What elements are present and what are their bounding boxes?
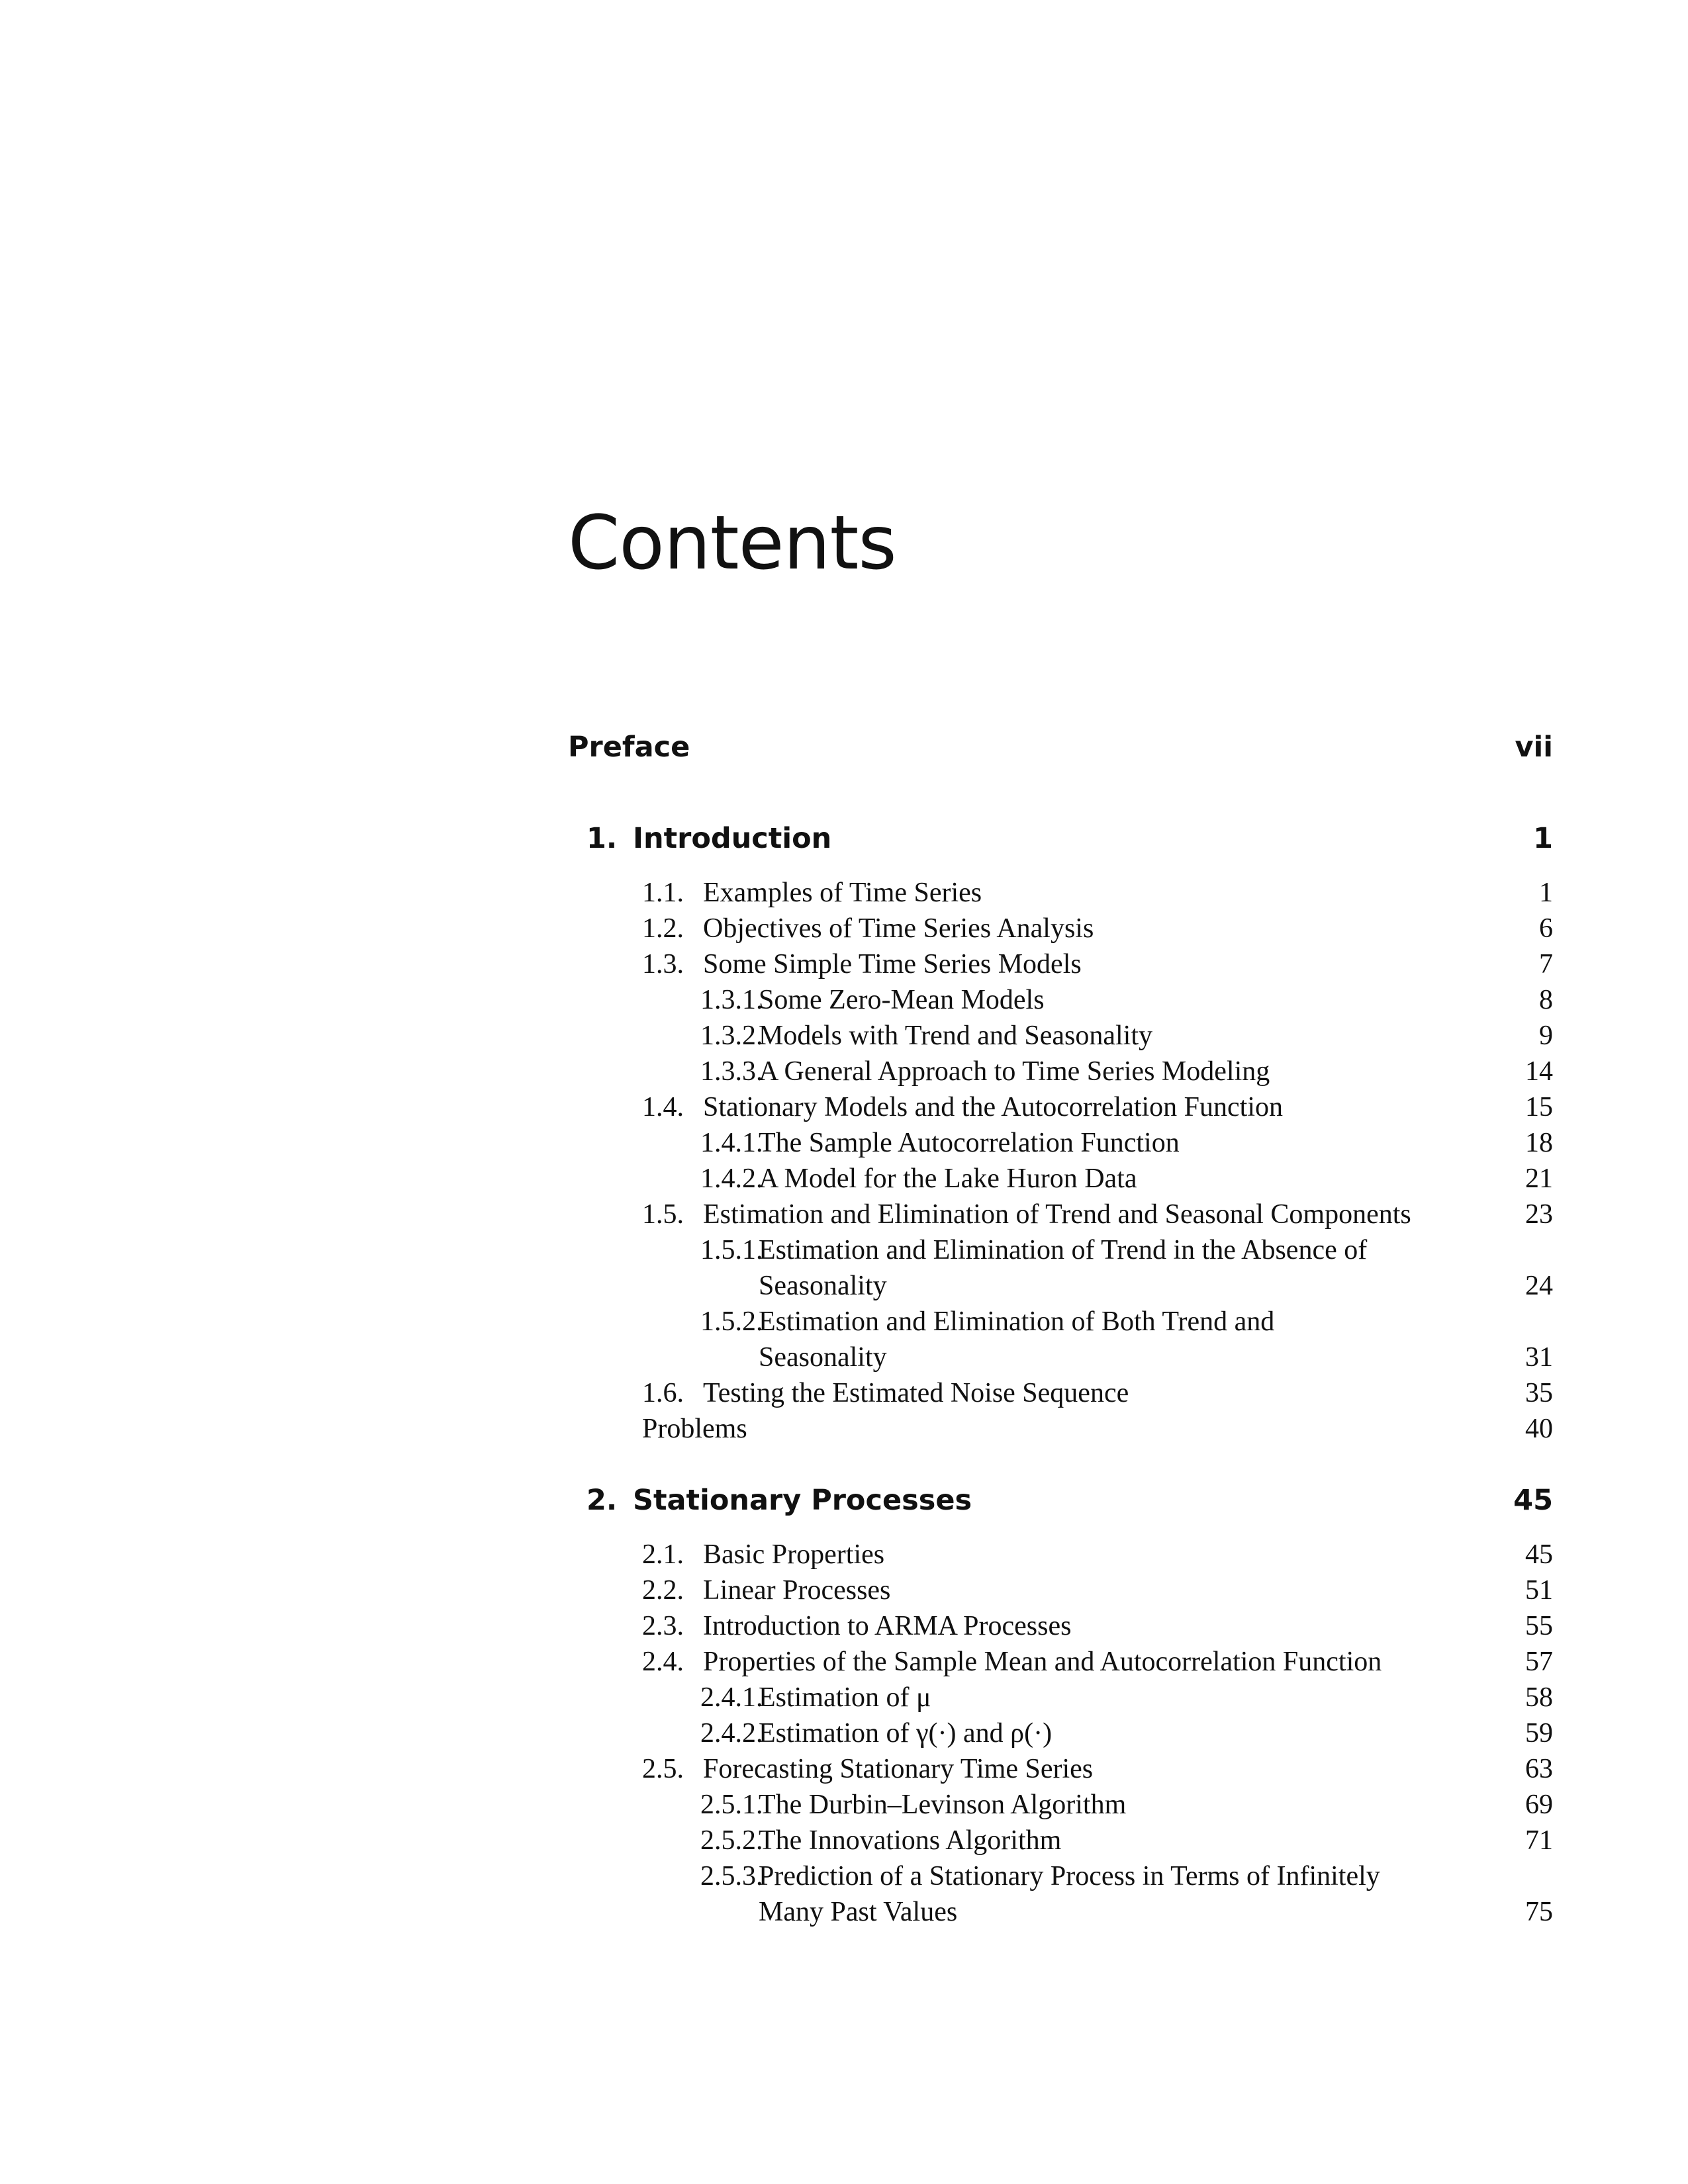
toc-subsection[interactable] <box>568 1858 1553 1894</box>
toc-section[interactable] <box>568 1572 1553 1608</box>
toc-title-continuation: Seasonality <box>759 1342 887 1373</box>
toc-number: 1.4.2. <box>700 1163 763 1194</box>
toc-title: Models with Trend and Seasonality <box>759 1021 1152 1051</box>
toc-page: 45 <box>1525 1539 1553 1570</box>
toc-subsection[interactable] <box>568 1715 1553 1751</box>
toc-title: Prediction of a Stationary Process in Terms of Infinitely <box>759 1861 1380 1891</box>
toc-page: 31 <box>1525 1342 1553 1373</box>
toc-title-continuation: Seasonality <box>759 1271 887 1301</box>
toc-title: Estimation and Elimination of Trend in the Absence of <box>759 1235 1368 1265</box>
toc-subsection[interactable] <box>568 1161 1553 1197</box>
toc-subsection[interactable] <box>568 1125 1553 1161</box>
toc-title: Testing the Estimated Noise Sequence <box>703 1378 1129 1408</box>
toc-section[interactable] <box>568 1608 1553 1644</box>
toc-page: 21 <box>1525 1163 1553 1194</box>
toc-subsection[interactable] <box>568 1018 1553 1054</box>
toc-number: 2.4.2. <box>700 1718 763 1749</box>
toc-page: 63 <box>1525 1754 1553 1784</box>
toc-page: 1 <box>1539 878 1553 908</box>
toc-page: 7 <box>1539 949 1553 979</box>
toc-title: Linear Processes <box>703 1575 891 1606</box>
toc-number: 2.4.1. <box>700 1682 763 1713</box>
toc-page: 55 <box>1525 1611 1553 1641</box>
toc-number: 2.2. <box>642 1575 684 1606</box>
toc-number: 2.4. <box>642 1647 684 1677</box>
toc-title: Estimation and Elimination of Both Trend and <box>759 1306 1275 1337</box>
toc-chapter-2[interactable] <box>568 1482 1553 1518</box>
toc-continuation[interactable] <box>568 1340 1553 1375</box>
toc-title: Some Zero-Mean Models <box>759 985 1045 1015</box>
toc-page: 24 <box>1525 1271 1553 1301</box>
toc-number: 1.5. <box>642 1199 684 1230</box>
toc-title: The Innovations Algorithm <box>759 1825 1062 1856</box>
toc-page: 51 <box>1525 1575 1553 1606</box>
toc-number: 2.5.1. <box>700 1790 763 1820</box>
toc-number: 1.6. <box>642 1378 684 1408</box>
toc-entry-preface[interactable] <box>568 729 1553 765</box>
toc-page: 8 <box>1539 985 1553 1015</box>
toc-number: 1.3.3. <box>700 1056 763 1087</box>
toc-title: Estimation of μ <box>759 1682 931 1713</box>
toc-page: 57 <box>1525 1647 1553 1677</box>
toc-page: 71 <box>1525 1825 1553 1856</box>
toc-number: 2.5.3. <box>700 1861 763 1891</box>
toc-page: 45 <box>1513 1484 1553 1517</box>
toc-page: 58 <box>1525 1682 1553 1713</box>
toc-title: The Durbin–Levinson Algorithm <box>759 1790 1127 1820</box>
toc-number: 2.1. <box>642 1539 684 1570</box>
toc-title: Some Simple Time Series Models <box>703 949 1082 979</box>
toc-page: 23 <box>1525 1199 1553 1230</box>
toc-section[interactable] <box>568 1644 1553 1680</box>
toc-section[interactable] <box>568 1197 1553 1232</box>
toc-subsection[interactable] <box>568 1054 1553 1089</box>
toc-subsection[interactable] <box>568 982 1553 1018</box>
toc-section[interactable] <box>568 875 1553 911</box>
toc-title: Introduction to ARMA Processes <box>703 1611 1072 1641</box>
toc-number: 1.2. <box>642 913 684 944</box>
toc-subsection[interactable] <box>568 1823 1553 1858</box>
toc-section[interactable] <box>568 1411 1553 1447</box>
toc-number: 1.3.2. <box>700 1021 763 1051</box>
toc-page: 35 <box>1525 1378 1553 1408</box>
toc-title: Stationary Processes <box>633 1484 972 1517</box>
toc-page: vii <box>1515 731 1553 764</box>
toc-title: Preface <box>568 731 690 764</box>
toc-continuation[interactable] <box>568 1894 1553 1930</box>
toc-page: 18 <box>1525 1128 1553 1158</box>
toc-number: 1.5.1. <box>700 1235 763 1265</box>
toc-number: 1.3. <box>642 949 684 979</box>
toc-page: 14 <box>1525 1056 1553 1087</box>
toc-subsection[interactable] <box>568 1680 1553 1715</box>
table-of-contents <box>568 0 1553 2184</box>
toc-title: A General Approach to Time Series Modeling <box>759 1056 1270 1087</box>
toc-title: Basic Properties <box>703 1539 885 1570</box>
toc-section[interactable] <box>568 946 1553 982</box>
toc-number: 1.3.1. <box>700 985 763 1015</box>
toc-page: 75 <box>1525 1897 1553 1927</box>
toc-number: 1.4. <box>642 1092 684 1122</box>
toc-number: 1.1. <box>642 878 684 908</box>
toc-section[interactable] <box>568 1089 1553 1125</box>
toc-title: Stationary Models and the Autocorrelation Function <box>703 1092 1284 1122</box>
toc-page: 15 <box>1525 1092 1553 1122</box>
toc-page: 40 <box>1525 1414 1553 1444</box>
page-title: Contents <box>568 500 896 586</box>
toc-title: Estimation and Elimination of Trend and Seasonal Components <box>703 1199 1411 1230</box>
toc-title: Introduction <box>633 822 832 855</box>
toc-title: Estimation of γ(·) and ρ(·) <box>759 1718 1053 1749</box>
toc-title: Properties of the Sample Mean and Autocorrelation Function <box>703 1647 1382 1677</box>
toc-number: 2.5. <box>642 1754 684 1784</box>
toc-title: The Sample Autocorrelation Function <box>759 1128 1180 1158</box>
toc-number: 2.3. <box>642 1611 684 1641</box>
toc-number: 1.4.1. <box>700 1128 763 1158</box>
toc-title: Forecasting Stationary Time Series <box>703 1754 1094 1784</box>
toc-subsection[interactable] <box>568 1304 1553 1340</box>
toc-section[interactable] <box>568 1537 1553 1572</box>
toc-continuation[interactable] <box>568 1268 1553 1304</box>
toc-page: 1 <box>1533 822 1553 855</box>
toc-title: Objectives of Time Series Analysis <box>703 913 1094 944</box>
toc-page: 6 <box>1539 913 1553 944</box>
toc-page: 69 <box>1525 1790 1553 1820</box>
toc-section[interactable] <box>568 911 1553 946</box>
toc-title-continuation: Many Past Values <box>759 1897 958 1927</box>
toc-title: Examples of Time Series <box>703 878 982 908</box>
toc-number: 1.5.2. <box>700 1306 763 1337</box>
toc-section[interactable] <box>568 1751 1553 1787</box>
toc-subsection[interactable] <box>568 1787 1553 1823</box>
toc-title: A Model for the Lake Huron Data <box>759 1163 1137 1194</box>
toc-number: 2. <box>586 1484 618 1517</box>
toc-section[interactable] <box>568 1375 1553 1411</box>
toc-title: Problems <box>642 1414 747 1444</box>
toc-number: 1. <box>586 822 618 855</box>
toc-page: 59 <box>1525 1718 1553 1749</box>
toc-page: 9 <box>1539 1021 1553 1051</box>
toc-chapter-1[interactable] <box>568 821 1553 856</box>
toc-number: 2.5.2. <box>700 1825 763 1856</box>
toc-subsection[interactable] <box>568 1232 1553 1268</box>
